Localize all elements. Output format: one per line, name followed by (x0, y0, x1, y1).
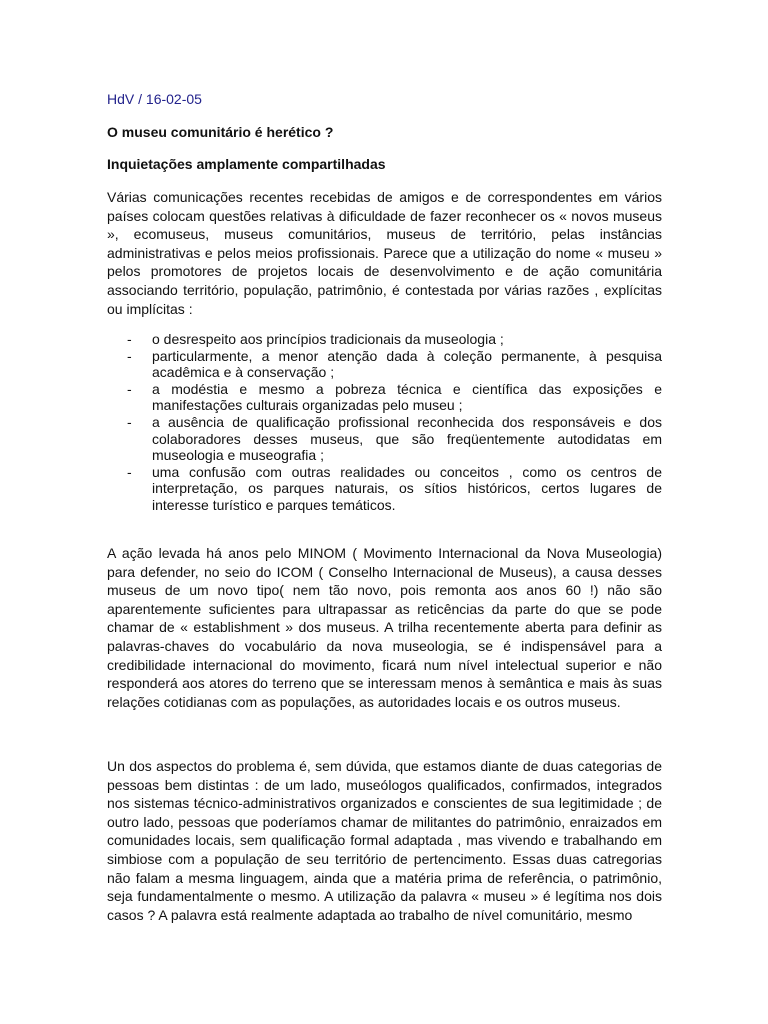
bullet-item (107, 414, 662, 464)
bullet-text: o desrespeito aos princípios tradicionais da museologia ; (152, 331, 504, 347)
bullet-item (107, 381, 662, 414)
bullet-item (107, 348, 662, 381)
bullet-list (107, 331, 662, 514)
document-title: O museu comunitário é herético ? (107, 124, 334, 140)
document-header: HdV / 16-02-05 (107, 91, 202, 107)
section-heading: Inquietações amplamente compartilhadas (107, 156, 386, 172)
bullet-marker: - (127, 380, 132, 397)
bullet-marker: - (127, 413, 132, 430)
bullet-text: a modéstia e mesmo a pobreza técnica e científica das exposições e manifestações culturais organizadas pelo museu ; (152, 380, 662, 414)
bullet-marker: - (127, 347, 132, 364)
bullet-marker: - (127, 331, 132, 347)
bullet-marker: - (127, 463, 132, 480)
bullet-text: a ausência de qualificação profissional reconhecida dos responsáveis e dos colaboradores desses museus, que são freqüentemente autodidatas em museologia e museografia ; (152, 413, 662, 464)
paragraph-minom: A ação levada há anos pelo MINOM ( Movimento Internacional da Nova Museologia) para defender, no seio do ICOM ( Conselho Internacional de Museus), a causa desses museus de um novo tipo( nem tão novo, pois remonta aos anos 60 !) não são aparentemente suficientes para ultrapassar as reticências da parte do que se pode chamar de « establishment » dos museus. A trilha recentemente aberta para definir as palavras-chaves do vocabulário da nova museologia, se é indispensável para a credibilidade internacional do movimento, ficará num nível intelectual superior e não responderá aos atores do terreno que se interessam menos à semântica e mais às suas relações cotidianas com as populações, as autoridades locais e os outros museus. (107, 545, 662, 710)
bullet-text: uma confusão com outras realidades ou conceitos , como os centros de interpretação, os parques naturais, os sítios históricos, certos lugares de interesse turístico e parques temáticos. (152, 463, 662, 513)
bullet-item (107, 331, 662, 348)
bullet-item (107, 464, 662, 514)
bullet-text: particularmente, a menor atenção dada à coleção permanente, à pesquisa acadêmica e à conservação ; (152, 347, 662, 381)
paragraph-intro: Várias comunicações recentes recebidas de amigos e de correspondentes em vários países colocam questões relativas à dificuldade de fazer reconhecer os « novos museus », ecomuseus, museus comunitários, museus de território, pelas instâncias administrativas e pelos meios profissionais. Parece que a utilização do nome « museu » pelos promotores de projetos locais de desenvolvimento e de ação comunitária associando território, população, patrimônio, é contestada por várias razões , explícitas ou implícitas : (107, 189, 662, 317)
paragraph-aspects: Un dos aspectos do problema é, sem dúvida, que estamos diante de duas categorias de pessoas bem distintas : de um lado, museólogos qualificados, confirmados, integrados nos sistemas técnico-administrativos organizados e conscientes de sua legitimidade ; de outro lado, pessoas que poderíamos chamar de militantes do patrimônio, enraizados em comunidades locais, sem qualificação formal adaptada , mas vivendo e trabalhando em simbiose com a população de seu território de pertencimento. Essas duas catregorias não falam a mesma linguagem, ainda que a matéria prima de referência, o patrimônio, seja fundamentalmente o mesmo. A utilização da palavra « museu » é legítima nos dois casos ? A palavra está realmente adaptada ao trabalho de nível comunitário, mesmo (107, 758, 662, 923)
